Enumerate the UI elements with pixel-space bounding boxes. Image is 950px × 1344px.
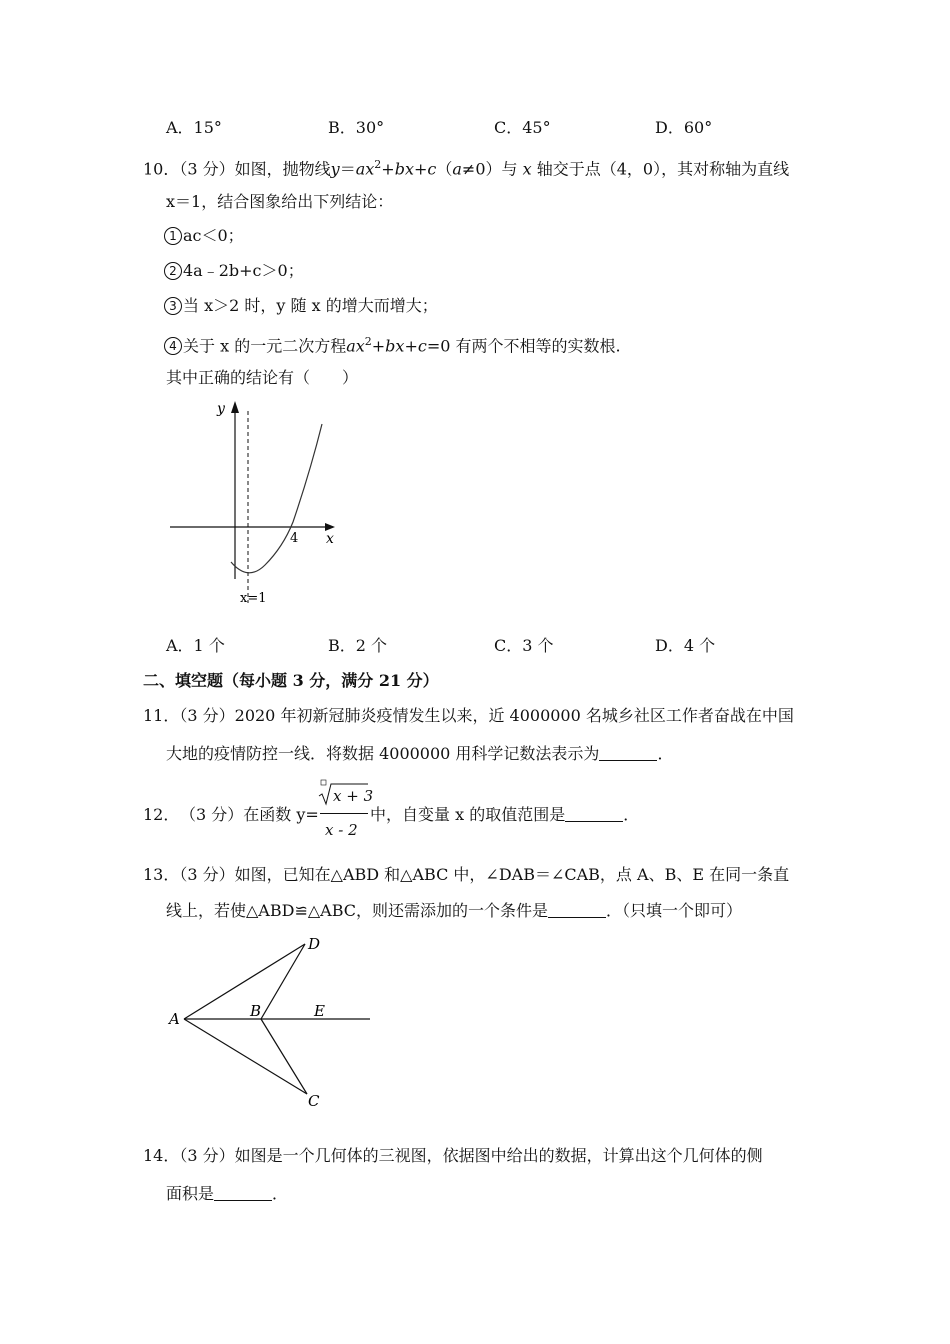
section-heading-fill-blank: 二、填空题（每小题 3 分，满分 21 分） — [143, 671, 439, 690]
q10-number: 10． — [143, 159, 180, 179]
q10-conclusion-1 — [164, 226, 244, 246]
q14-answer-blank — [214, 1186, 272, 1201]
q12-fraction — [318, 779, 374, 843]
y-axis-arrow-icon — [231, 401, 239, 413]
q10-c2-text: 4a﹣2b+c＞0； — [183, 261, 304, 280]
segment-BD — [261, 944, 305, 1019]
q10-line2: x＝1，结合图象给出下列结论： — [166, 192, 394, 211]
q10-score: （3 分） — [179, 159, 235, 179]
q10-conclusion-3 — [164, 296, 438, 316]
q13-triangle-figure — [162, 928, 382, 1114]
q11-line1 — [143, 706, 794, 726]
q9-option-d: D．60° — [655, 118, 713, 137]
q10-text-a: 如图，抛物线 — [234, 159, 331, 179]
q11-end: ． — [657, 744, 674, 763]
graph-x-label: x — [326, 531, 334, 547]
q14-line1 — [143, 1146, 763, 1166]
q10-text-b: 与 — [501, 159, 518, 179]
segment-AC — [184, 1019, 307, 1094]
q10-c1-text: ac＜0； — [183, 226, 244, 245]
q12-numerator: x + 3 — [333, 787, 374, 805]
graph-y-label: y — [217, 401, 225, 417]
q10-parabola-graph — [165, 397, 345, 609]
q10-c4-text-a: 关于 x 的一元二次方程 — [183, 336, 347, 356]
q10-text-c: 轴交于点（4，0），其对称轴为直线 — [536, 159, 790, 179]
q10-option-d: D．4 个 — [655, 636, 716, 655]
q11-text-1: （3 分）2020 年初新冠肺炎疫情发生以来，近 4000000 名城乡社区工作者奋战在中国 — [179, 706, 794, 725]
circled-number-3: 3 — [164, 297, 182, 315]
graph-root-label: 4 — [290, 531, 299, 546]
q10-option-c: C．3 个 — [494, 636, 554, 655]
x-axis-arrow-icon — [325, 523, 335, 531]
q14-text-1: （3 分）如图是一个几何体的三视图，依据图中给出的数据，计算出这个几何体的侧 — [179, 1146, 763, 1165]
q12-denominator: x - 2 — [325, 821, 358, 839]
q13-answer-blank — [548, 903, 606, 918]
point-label-e: E — [314, 1002, 325, 1020]
fraction-bar — [320, 813, 368, 814]
q12-after-line — [370, 805, 639, 825]
q11-number: 11． — [143, 706, 180, 725]
q10-option-a: A．1 个 — [166, 636, 225, 655]
q10-ask: 其中正确的结论有（ ） — [166, 368, 359, 387]
q13-text-2a: 线上，若使△ABD≌△ABC，则还需添加的一个条件是 — [166, 901, 549, 920]
q9-option-b: B．30° — [328, 118, 385, 137]
point-label-d: D — [308, 935, 321, 953]
circled-number-2: 2 — [164, 262, 182, 280]
circled-number-4: 4 — [164, 337, 182, 355]
q13-line1 — [143, 865, 789, 885]
q10-conclusion-2 — [164, 261, 304, 281]
graph-symmetry-label: x=1 — [240, 591, 267, 606]
q14-line2 — [166, 1184, 288, 1204]
q14-text-2: 面积是 — [166, 1184, 215, 1203]
q11-answer-blank — [599, 746, 657, 761]
q10-c3-text: 当 x＞2 时，y 随 x 的增大而增大； — [183, 296, 438, 315]
q13-number: 13． — [143, 865, 180, 884]
q13-text-2b: ．（只填一个即可） — [606, 901, 743, 920]
q11-line2 — [166, 744, 673, 764]
segment-BC — [261, 1019, 307, 1094]
q13-line2 — [166, 901, 742, 921]
q12-answer-blank — [565, 807, 623, 822]
q10-option-b: B．2 个 — [328, 636, 388, 655]
q13-text-1: （3 分）如图，已知在△ABD 和△ABC 中，∠DAB＝∠CAB，点 A、B、E 在同一条直 — [179, 865, 790, 884]
q12-before: （3 分）在函数 y= — [180, 805, 319, 824]
point-label-a: A — [169, 1010, 180, 1028]
q11-text-2: 大地的疫情防控一线．将数据 4000000 用科学记数法表示为 — [166, 744, 600, 763]
q14-number: 14． — [143, 1146, 180, 1165]
point-label-c: C — [308, 1092, 320, 1110]
q10-conclusion-4: 4 关于 x 的一元二次方程$ax^2+bx+c=0$ 有两个不相等的实数根. — [164, 332, 621, 356]
q14-end: ． — [272, 1184, 289, 1203]
q9-option-a: A．15° — [166, 118, 222, 137]
q12-number: 12． — [143, 805, 180, 824]
q10-line1: 10．（3 分）如图，抛物线$y=ax^2+bx+c(a\ne 0)$与 x 轴交于点（4，0），其对称轴为直线 — [143, 158, 790, 179]
q12-end: ． — [623, 805, 640, 824]
segment-AD — [184, 944, 305, 1019]
q10-c4-text-b: =0 有两个不相等的实数根. — [426, 336, 621, 356]
point-label-b: B — [250, 1002, 262, 1020]
parabola-curve — [231, 424, 322, 573]
q12-after: 中，自变量 x 的取值范围是 — [370, 805, 566, 824]
circled-number-1: 1 — [164, 227, 182, 245]
q9-option-c: C．45° — [494, 118, 551, 137]
